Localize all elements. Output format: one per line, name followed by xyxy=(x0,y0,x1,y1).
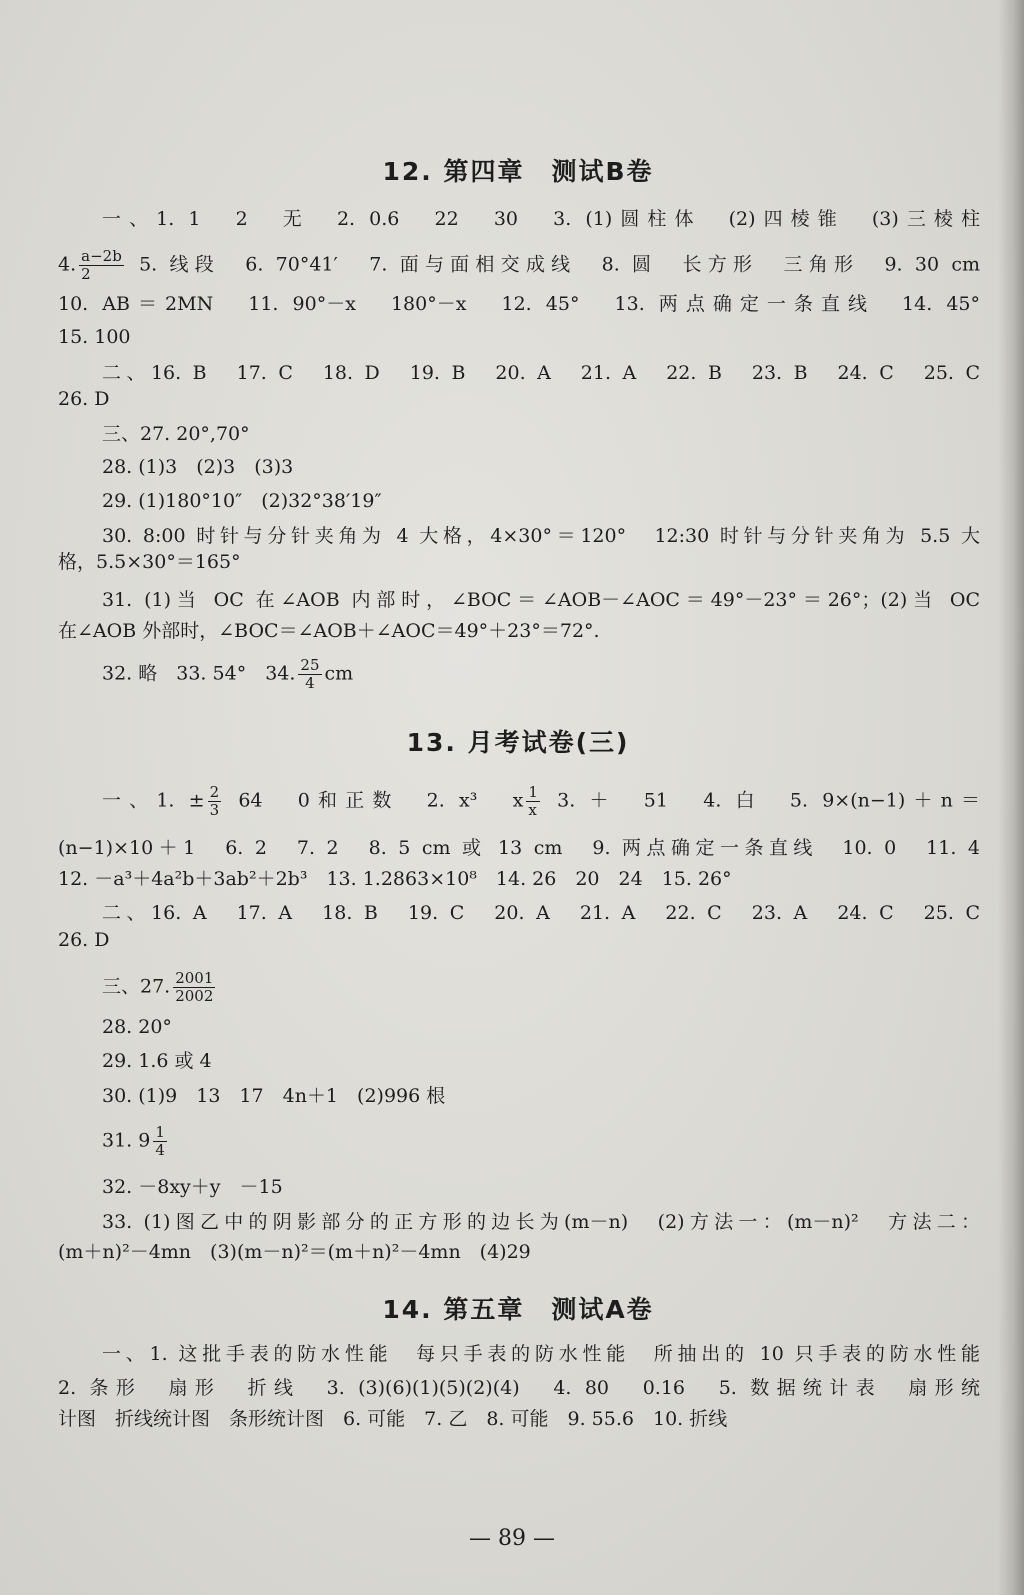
section-title-14: 14. 第五章 测试A卷 xyxy=(382,1295,654,1324)
text-line: 26. D xyxy=(58,929,110,951)
section-title-13: 13. 月考试卷(三) xyxy=(406,728,630,757)
text-line-with-fraction xyxy=(102,970,980,1005)
fraction-denominator: 2002 xyxy=(175,987,214,1005)
text-fragment: 32. 略 33. 54° 34. xyxy=(102,662,296,685)
text-fragment: 64 0和正数 2. x³ x xyxy=(238,789,524,812)
fraction xyxy=(79,248,124,283)
text-line: 29. 1.6 或 4 xyxy=(102,1050,212,1072)
text-fragment: 31. 9 xyxy=(102,1129,151,1152)
text-line-with-fraction xyxy=(58,248,980,283)
fraction xyxy=(208,784,222,819)
text-line: 在∠AOB 外部时，∠BOC＝∠AOB＋∠AOC＝49°＋23°＝72°. xyxy=(58,620,600,642)
text-line: (m＋n)²－4mn (3)(m－n)²＝(m＋n)²－4mn (4)29 xyxy=(58,1241,531,1263)
fraction xyxy=(153,1124,167,1159)
text-line: 一、1. 1 2 无 2. 0.6 22 30 3. (1)圆柱体 (2)四棱锥 (3)三棱柱 xyxy=(102,208,980,230)
text-line: 15. 100 xyxy=(58,326,131,348)
text-line: 三、27. 20°,70° xyxy=(102,423,250,445)
text-line: 29. (1)180°10″ (2)32°38′19″ xyxy=(102,490,382,512)
page-number: — 89 — xyxy=(469,1526,555,1551)
text-line: 28. (1)3 (2)3 (3)3 xyxy=(102,456,294,478)
text-line: (n−1)×10＋1 6. 2 7. 2 8. 5 cm 或 13 cm 9. 两点确定一条直线 10. 0 11. 4 xyxy=(58,837,980,859)
fraction-denominator: 3 xyxy=(209,801,220,819)
text-line: 格，5.5×30°＝165° xyxy=(58,551,241,573)
text-line: 30. 8:00 时针与分针夹角为 4 大格，4×30°＝120° 12:30 时针与分针夹角为 5.5 大 xyxy=(102,525,980,547)
fraction-denominator: x xyxy=(528,801,537,819)
text-line-with-fraction xyxy=(102,657,980,692)
fraction-denominator: 2 xyxy=(81,265,91,283)
text-line: 一、1. 这批手表的防水性能 每只手表的防水性能 所抽出的 10 只手表的防水性能 xyxy=(102,1343,980,1365)
fraction-numerator: 2001 xyxy=(175,969,214,987)
text-line: 26. D xyxy=(58,388,110,410)
text-line: 28. 20° xyxy=(102,1016,172,1038)
text-line: 二、16. A 17. A 18. B 19. C 20. A 21. A 22. C 23. A 24. C 25. C xyxy=(102,902,980,924)
text-line-with-fraction xyxy=(102,1124,980,1159)
section-title-12: 12. 第四章 测试B卷 xyxy=(382,157,654,186)
fraction-denominator: 4 xyxy=(305,674,315,692)
fraction xyxy=(298,657,321,692)
text-fragment: 5. 线段 6. 70°41′ 7. 面与面相交成线 8. 圆 长方形 三角形 9. 30 cm xyxy=(139,253,980,276)
text-fragment: 4. xyxy=(58,253,77,276)
text-line-with-fraction xyxy=(102,784,980,819)
text-line: 30. (1)9 13 17 4n＋1 (2)996 根 xyxy=(102,1085,446,1107)
text-fragment: 一、1. ± xyxy=(102,789,205,812)
text-line: 10. AB＝2MN 11. 90°－x 180°－x 12. 45° 13. 两点确定一条直线 14. 45° xyxy=(58,293,980,315)
text-line: 32. －8xy＋y －15 xyxy=(102,1176,283,1198)
text-fragment: cm xyxy=(324,662,354,685)
text-fragment: 三、27. xyxy=(102,975,171,998)
fraction-numerator: 1 xyxy=(528,783,538,801)
fraction xyxy=(173,970,215,1005)
text-fragment: 3. ＋ 51 4. 白 5. 9×(n−1)＋n＝ xyxy=(557,789,981,812)
fraction-numerator: a−2b xyxy=(81,247,122,265)
fraction-numerator: 25 xyxy=(300,656,320,674)
fraction-denominator: 4 xyxy=(155,1141,165,1159)
text-line: 二、16. B 17. C 18. D 19. B 20. A 21. A 22. B 23. B 24. C 25. C xyxy=(102,362,980,384)
fraction-numerator: 1 xyxy=(155,1123,165,1141)
fraction xyxy=(526,784,540,819)
text-line: 2. 条形 扇形 折线 3. (3)(6)(1)(5)(2)(4) 4. 80 0.16 5. 数据统计表 扇形统 xyxy=(58,1377,980,1399)
text-line: 计图 折线统计图 条形统计图 6. 可能 7. 乙 8. 可能 9. 55.6 10. 折线 xyxy=(58,1408,728,1430)
text-line: 31. (1)当 OC 在∠AOB 内部时，∠BOC＝∠AOB－∠AOC＝49°－23°＝26°；(2)当 OC xyxy=(102,589,980,611)
text-line: 12. －a³＋4a²b＋3ab²＋2b³ 13. 1.2863×10⁸ 14. 26 20 24 15. 26° xyxy=(58,868,732,890)
text-line: 33. (1)图乙中的阴影部分的正方形的边长为(m－n) (2)方法一：(m－n)² 方法二： xyxy=(102,1211,980,1233)
fraction-numerator: 2 xyxy=(209,783,220,801)
page-edge-shadow xyxy=(998,0,1024,1595)
